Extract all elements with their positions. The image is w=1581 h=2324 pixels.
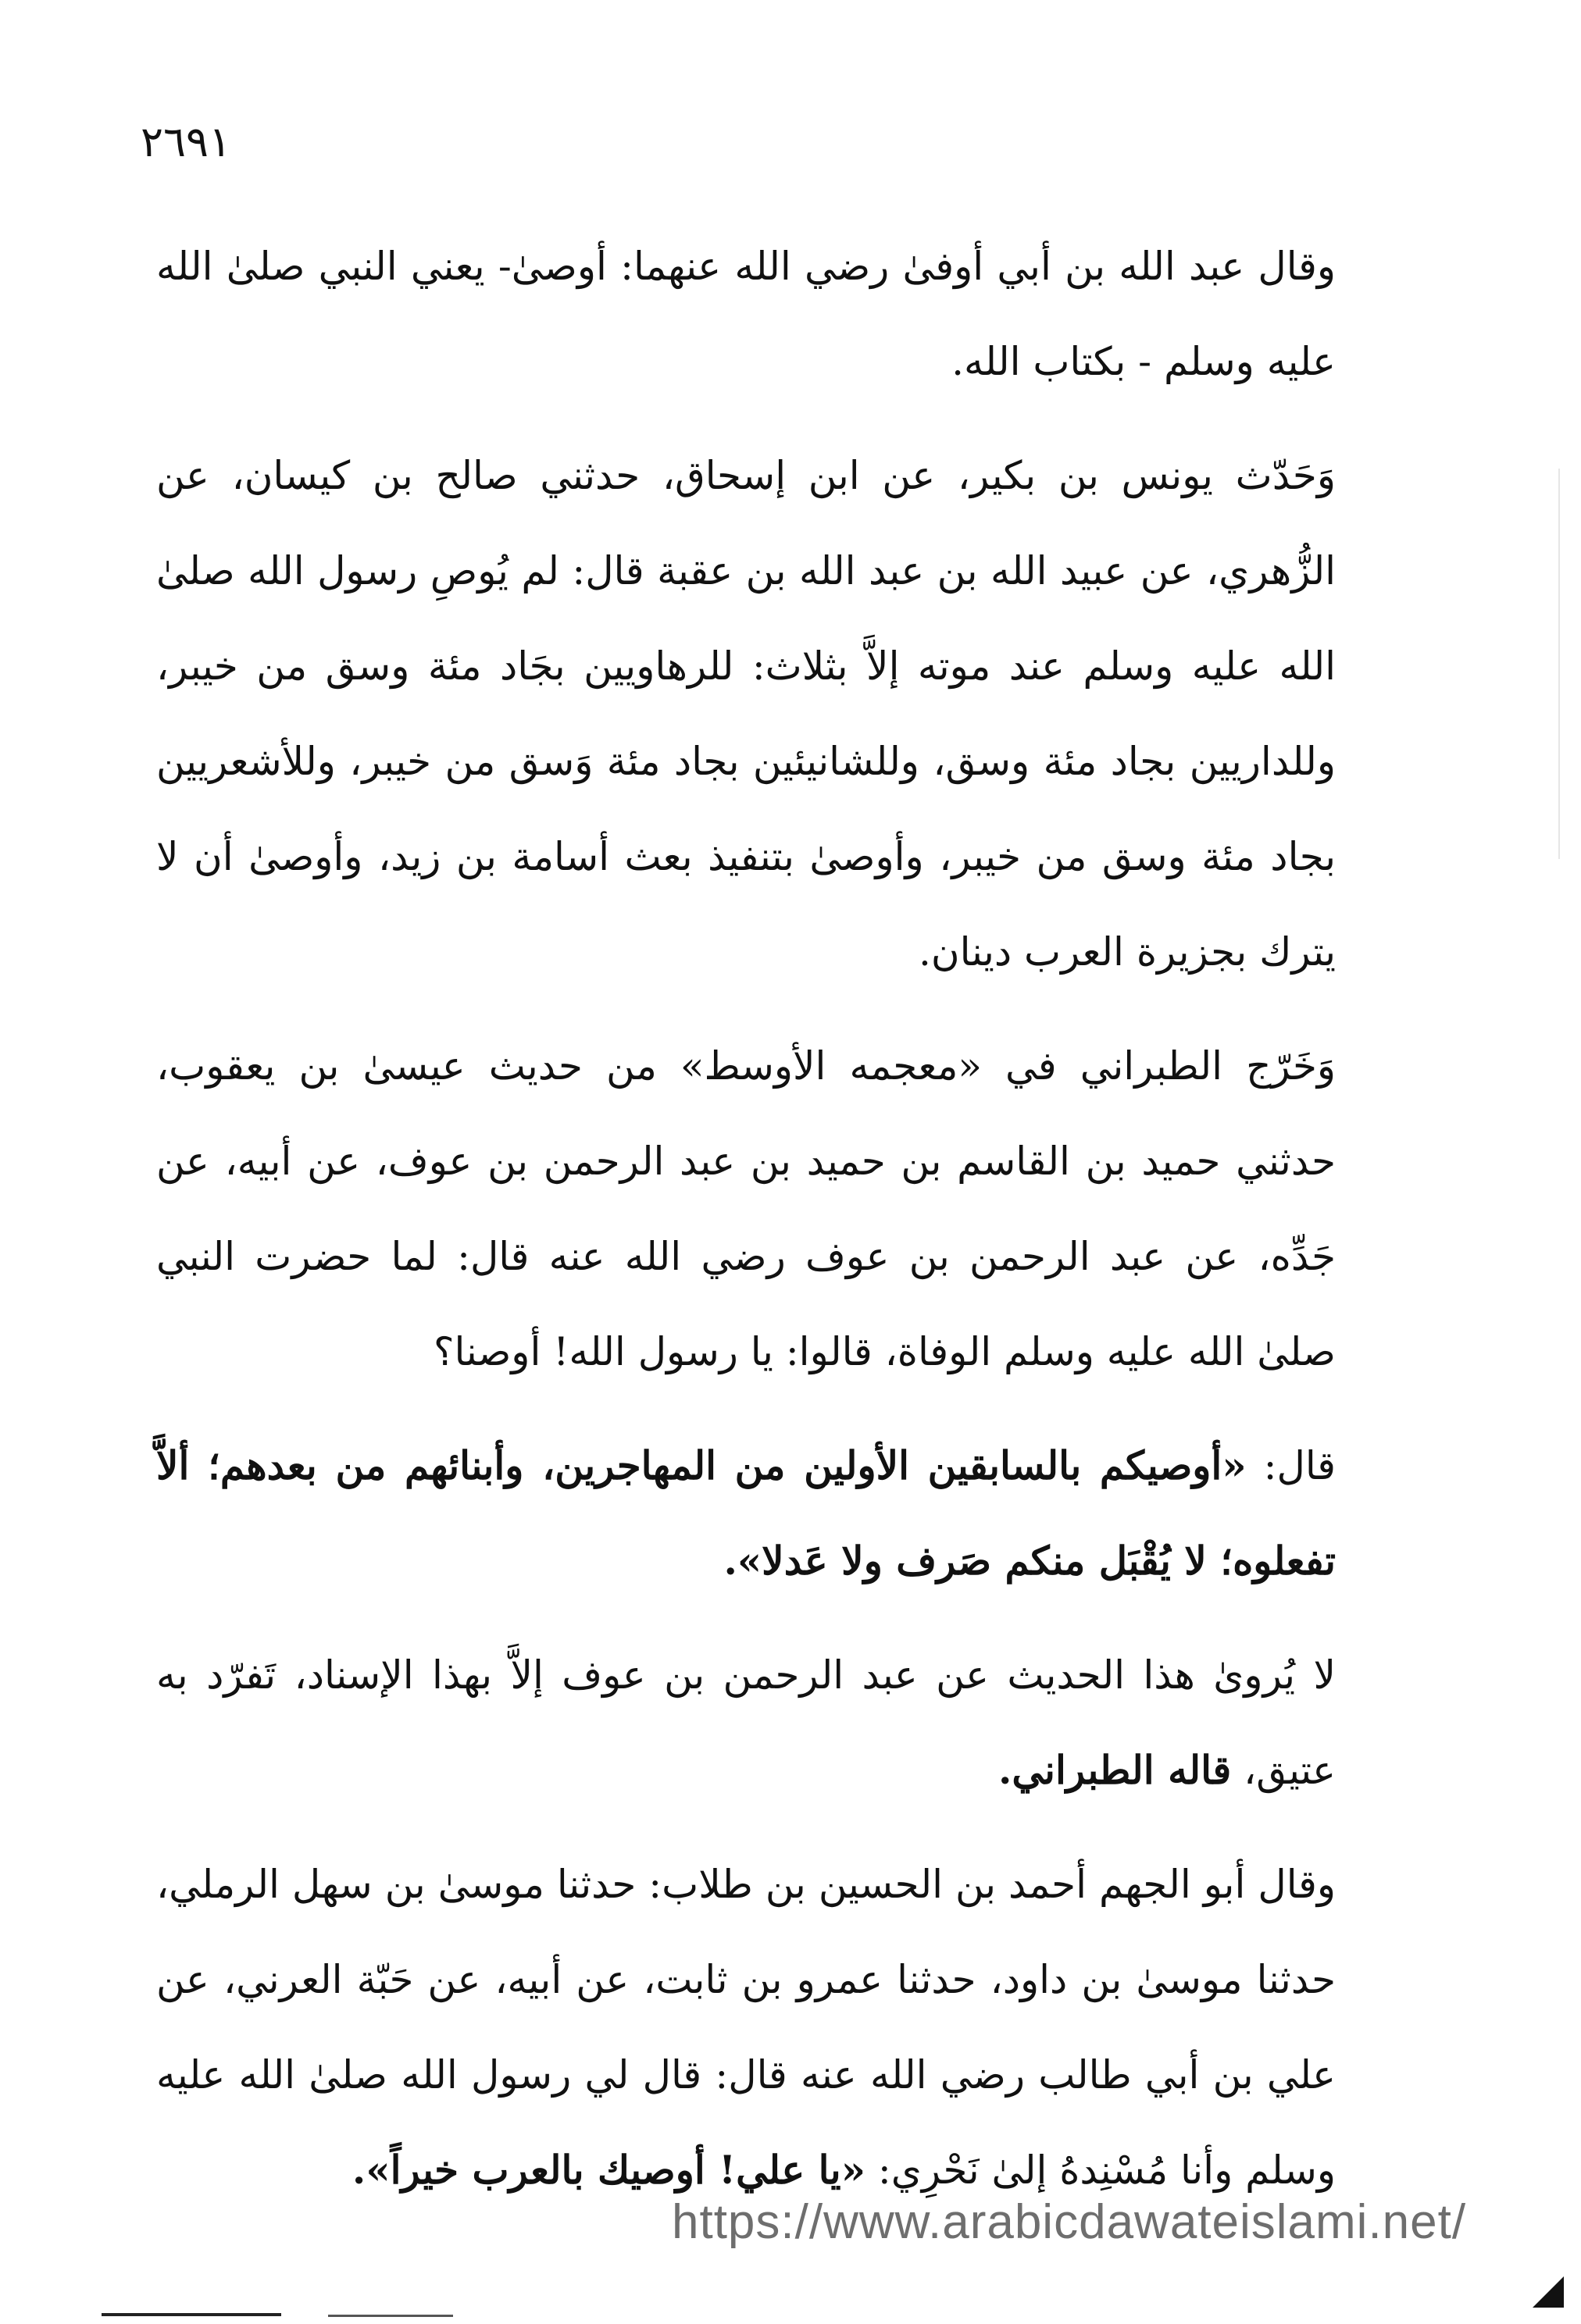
paragraph-5-attribution: قاله الطبراني. (997, 1747, 1232, 1793)
paragraph-1-text: وقال عبد الله بن أبي أوفىٰ رضي الله عنهما: أوصىٰ- يعني النبي صلىٰ الله عليه وسلم - بكتاب الله. (156, 244, 1336, 384)
paragraph-5-text: لا يُروىٰ هذا الحديث عن عبد الرحمن بن عوف إلاَّ بهذا الإسناد، تَفرّد به عتيق، (156, 1652, 1336, 1793)
scan-edge-line (1558, 469, 1560, 859)
paragraph-4-lead: قال: (1246, 1443, 1336, 1488)
paragraph-6-hadith-text: «يا علي! أوصيك بالعرب خيراً». (352, 2147, 865, 2193)
paragraph-4 (156, 1418, 1336, 1609)
body-text (156, 219, 1336, 2237)
paragraph-6-text: وقال أبو الجهم أحمد بن الحسين بن طلاب: حدثنا موسىٰ بن سهل الرملي، حدثنا موسىٰ بن داود، حدثنا عمرو بن ثابت، عن أبيه، عن حَبّة العرني، عن علي بن أبي طالب رضي الله عنه قال: قال لي رسول الله صلىٰ الله عليه وسلم وأنا مُسْنِدهُ إلىٰ نَحْرِي: (156, 1862, 1336, 2193)
paragraph-2 (156, 428, 1336, 1000)
watermark-url: https://www.arabicdawateislami.net/ (672, 2195, 1467, 2249)
paragraph-2-text: وَحَدّث يونس بن بكير، عن ابن إسحاق، حدثني صالح بن كيسان، عن الزُّهري، عن عبيد الله بن عبد الله بن عقبة قال: لم يُوصِ رسول الله صلىٰ الله عليه وسلم عند موته إلاَّ بثلاث: للرهاويين بجَاد مئة وسق من خيبر، وللداريين بجاد مئة وسق، وللشانيئين بجاد مئة وَسق من خيبر، وللأشعريين بجاد مئة وسق من خيبر، وأوصىٰ بتنفيذ بعث أسامة بن زيد، وأوصىٰ أن لا يترك بجزيرة العرب دينان. (156, 453, 1336, 975)
paragraph-5 (156, 1627, 1336, 1818)
paragraph-3 (156, 1018, 1336, 1399)
scan-bottom-mark-middle (328, 2315, 453, 2317)
paragraph-3-text: وَخَرّج الطبراني في «معجمه الأوسط» من حديث عيسىٰ بن يعقوب، حدثني حميد بن القاسم بن حميد بن عبد الرحمن بن عوف، عن أبيه، عن جَدِّه، عن عبد الرحمن بن عوف رضي الله عنه قال: لما حضرت النبي صلىٰ الله عليه وسلم الوفاة، قالوا: يا رسول الله! أوصنا؟ (156, 1043, 1336, 1374)
page-number: ٢٦٩١ (141, 117, 232, 166)
paragraph-6 (156, 1837, 1336, 2218)
paragraph-1 (156, 219, 1336, 409)
scan-bottom-mark-left (102, 2313, 281, 2316)
scan-corner-mark (1533, 2276, 1564, 2308)
paragraph-4-hadith-text: «أوصيكم بالسابقين الأولين من المهاجرين، وأبنائهم من بعدهم؛ ألاَّ تفعلوه؛ لا يُقْبَل منكم صَرف ولا عَدلا». (156, 1442, 1336, 1584)
